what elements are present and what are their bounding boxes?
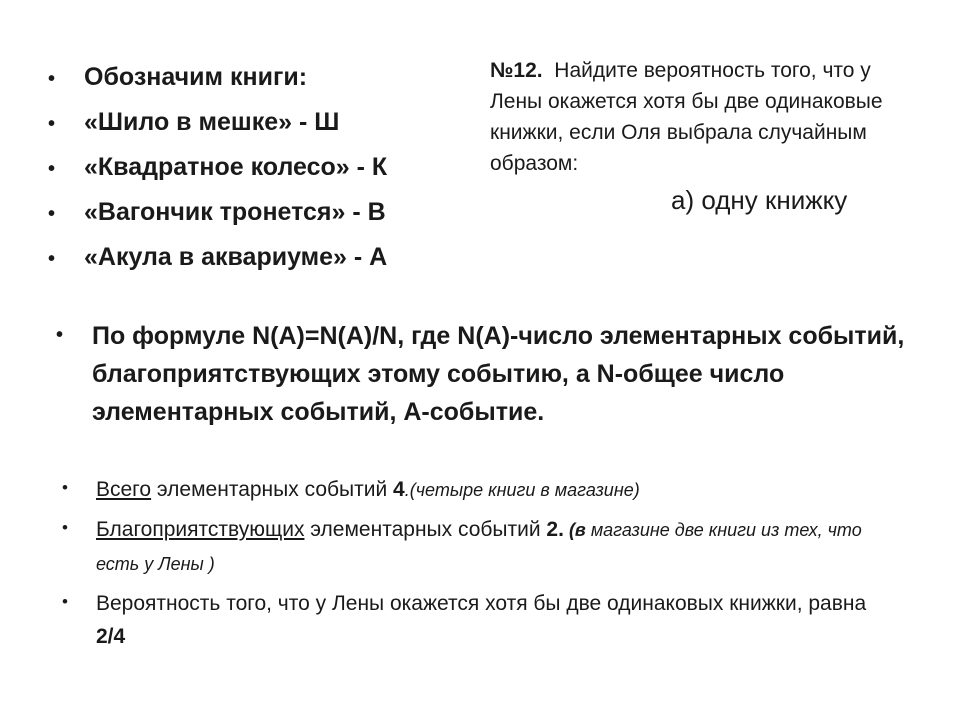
favorable-note: магазине две книги из тех, что есть у Лены )	[96, 520, 862, 574]
problem-statement	[490, 55, 940, 179]
book-label: «Шило в мешке» - Ш	[84, 108, 340, 136]
probability-value: 2/4	[96, 625, 126, 648]
bullet-icon: •	[48, 68, 56, 90]
formula-text: По формуле N(A)=N(A)/N, где N(A)-число элементарных событий, благоприятствующих этому событию, а N-общее число элементарных событий, А-событие.	[92, 322, 905, 426]
bullet-icon: •	[62, 518, 68, 537]
list-item	[60, 587, 900, 653]
book-label: «Квадратное колесо» - К	[84, 153, 388, 181]
list-item	[48, 55, 468, 100]
list-item	[48, 190, 468, 235]
bullet-icon: •	[48, 203, 56, 225]
total-text: элементарных событий	[151, 478, 394, 501]
option-a: а) одну книжку	[671, 185, 848, 215]
list-item	[52, 317, 912, 431]
probability-text: Вероятность того, что у Лены окажется хотя бы две одинаковых книжки, равна	[96, 592, 867, 615]
list-item	[48, 145, 468, 190]
problem-line: книжки, если Оля выбрала случайным	[490, 121, 867, 144]
bullet-icon: •	[62, 592, 68, 611]
facts-list	[60, 473, 900, 659]
problem-line: образом:	[490, 152, 579, 175]
book-label: «Вагончик тронется» - В	[84, 198, 386, 226]
total-note: .(четыре книги в магазине)	[404, 480, 640, 500]
problem-line: Найдите вероятность того, что у	[554, 59, 871, 82]
list-item	[60, 513, 900, 581]
books-list	[48, 55, 468, 280]
bullet-icon: •	[48, 158, 56, 180]
bullet-icon: •	[48, 248, 56, 270]
favorable-label: Благоприятствующих	[96, 518, 305, 541]
list-item	[48, 235, 468, 280]
list-item	[48, 100, 468, 145]
bullet-icon: •	[48, 113, 56, 135]
problem-number: №12.	[490, 59, 543, 82]
favorable-note-bold: (в	[563, 520, 586, 540]
problem-line: Лены окажется хотя бы две одинаковые	[490, 90, 883, 113]
total-value: 4	[393, 478, 405, 501]
favorable-value: 2.	[546, 518, 564, 541]
list-item	[60, 473, 900, 507]
formula-list	[52, 317, 912, 431]
favorable-text: элементарных событий	[304, 518, 547, 541]
book-label: «Акула в аквариуме» - А	[84, 243, 388, 271]
bullet-icon: •	[62, 478, 68, 497]
total-label: Всего	[96, 478, 152, 501]
books-heading: Обозначим книги:	[84, 63, 308, 91]
bullet-icon: •	[56, 324, 64, 346]
